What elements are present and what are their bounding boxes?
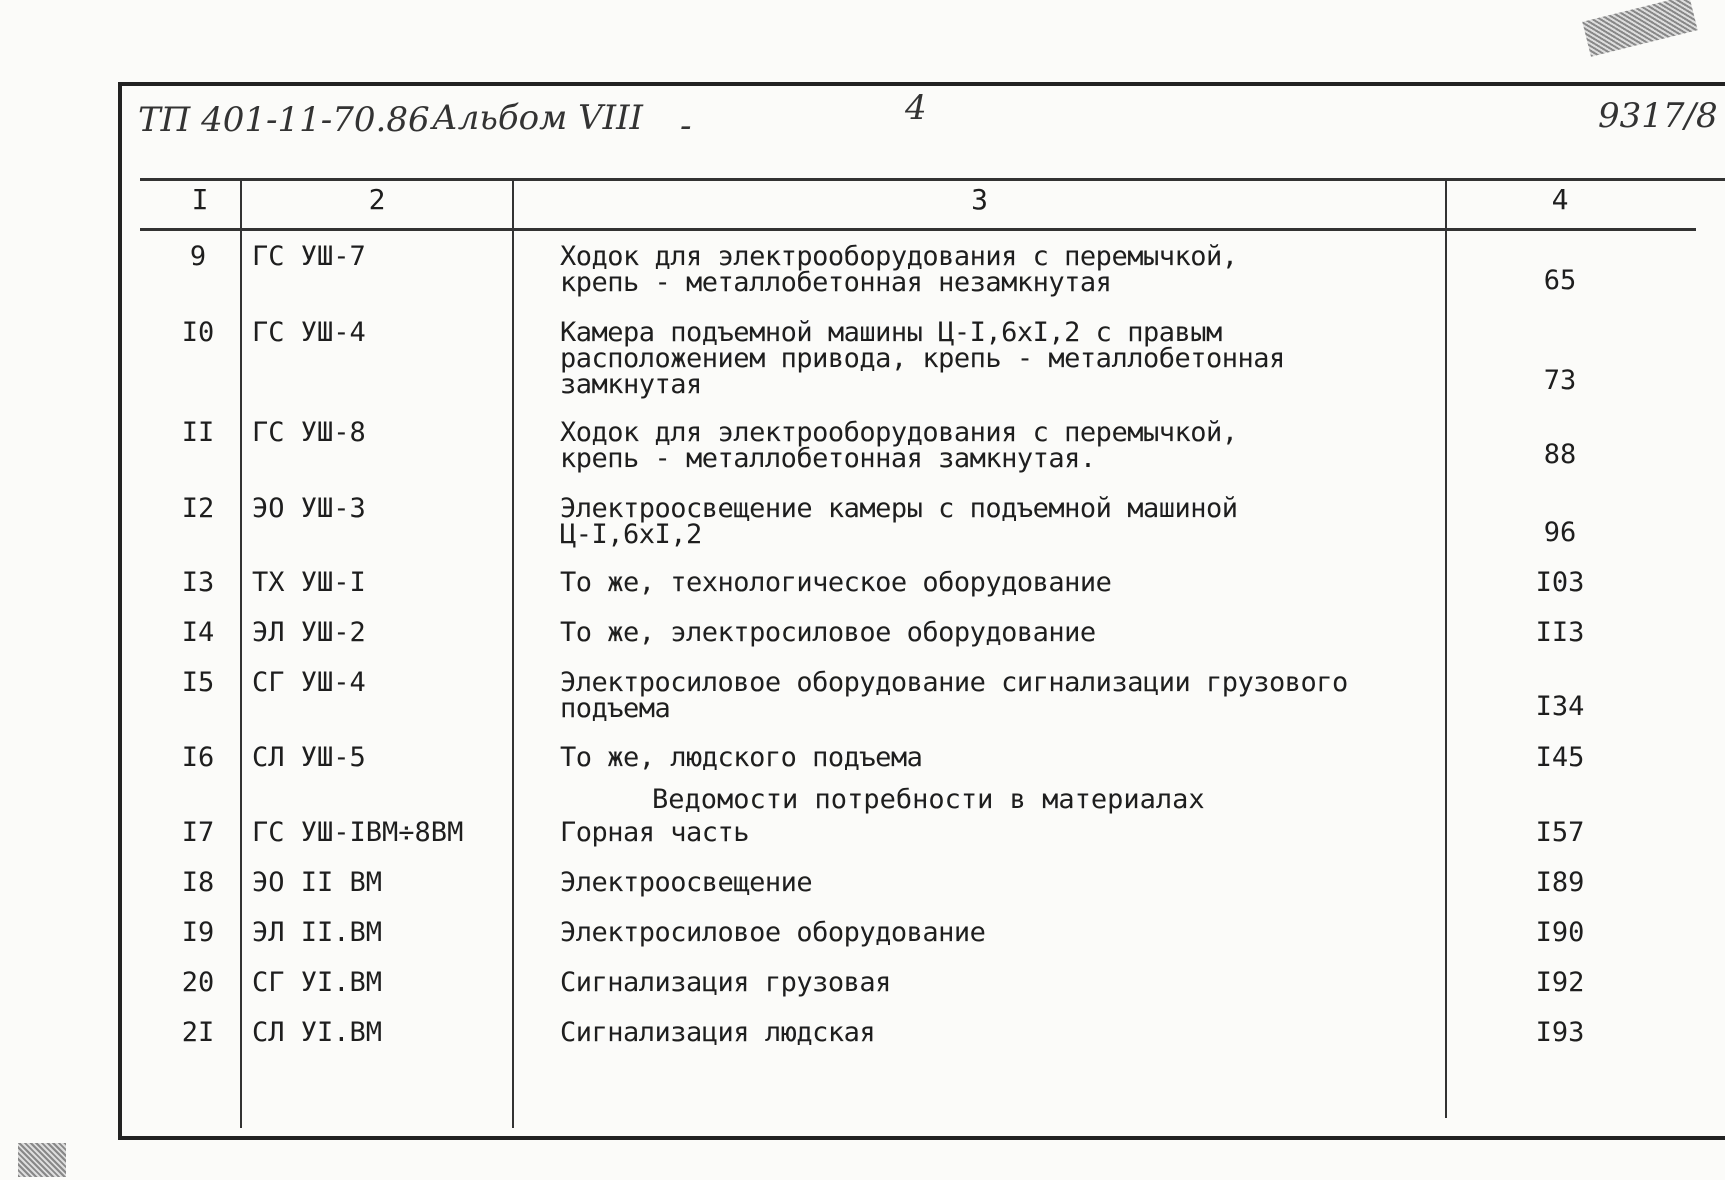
row-number: I3 [181, 567, 215, 598]
row-page: I92 [1535, 967, 1585, 998]
row-number: I8 [181, 867, 215, 898]
row-title: Камера подъемной машины Ц-I,6хI,2 с правым расположением привода, крепь - металлобетонная замкнутая [560, 317, 1285, 400]
row-title: Ходок для электрооборудования с перемычкой, крепь - металлобетонная замкнутая. [560, 417, 1238, 474]
row-page: II3 [1535, 617, 1585, 648]
doc-code: ТП 401-11-70.86 [138, 100, 430, 140]
row-page: I90 [1535, 917, 1585, 948]
page-number: 4 [905, 88, 927, 128]
row-code: ГС УШ-8 [252, 417, 366, 448]
column-divider-1 [240, 180, 242, 1128]
section-heading: Ведомости потребности в материалах [652, 784, 1205, 815]
row-number: I4 [181, 617, 215, 648]
row-code: ГС УШ-IВМ÷8ВМ [252, 817, 464, 848]
header-rule [140, 178, 1725, 181]
row-number: I9 [181, 917, 215, 948]
row-code: ГС УШ-4 [252, 317, 366, 348]
row-code: СГ УI.ВМ [252, 967, 383, 998]
row-title: Электросиловое оборудование [560, 917, 986, 948]
row-title: Ходок для электрооборудования с перемычкой, крепь - металлобетонная незамкнутая [560, 241, 1238, 298]
row-code: ЭЛ УШ-2 [252, 617, 366, 648]
column-header-2: 2 [368, 183, 386, 216]
column-divider-2 [512, 180, 514, 1128]
row-page: I03 [1535, 567, 1585, 598]
row-code: ЭО УШ-3 [252, 493, 366, 524]
row-title: Электросиловое оборудование сигнализации грузового подъема [560, 667, 1348, 724]
row-code: СЛ УI.ВМ [252, 1017, 383, 1048]
row-title: Электроосвещение камеры с подъемной машиной Ц-I,6хI,2 [560, 493, 1238, 550]
row-number: I2 [181, 493, 215, 524]
row-number: I6 [181, 742, 215, 773]
column-header-1: I [191, 183, 209, 216]
row-page: 88 [1543, 439, 1577, 470]
row-number: I0 [181, 317, 215, 348]
row-title: Электроосвещение [560, 867, 813, 898]
row-number: I5 [181, 667, 215, 698]
row-code: СЛ УШ-5 [252, 742, 366, 773]
inventory-number: 9317/8 [1598, 96, 1718, 136]
row-page: I89 [1535, 867, 1585, 898]
column-header-3: 3 [971, 183, 988, 216]
row-page: 96 [1543, 517, 1577, 548]
row-page: 65 [1543, 265, 1577, 296]
row-code: СГ УШ-4 [252, 667, 366, 698]
column-header-4: 4 [1551, 183, 1569, 216]
row-code: ЭЛ II.ВМ [252, 917, 383, 948]
row-page: 73 [1543, 365, 1577, 396]
album-label: Альбом VIII [432, 98, 643, 138]
row-title: Сигнализация людская [560, 1017, 876, 1048]
column-divider-3 [1445, 180, 1447, 1118]
row-page: I93 [1535, 1017, 1585, 1048]
row-number: 2I [181, 1017, 215, 1048]
row-number: I7 [181, 817, 215, 848]
row-code: ТХ УШ-I [252, 567, 366, 598]
row-title: То же, технологическое оборудование [560, 567, 1112, 598]
row-number: 9 [189, 241, 207, 272]
scan-artifact-top-right [1582, 0, 1697, 57]
scan-artifact-bottom-left [18, 1143, 66, 1177]
row-number: 20 [181, 967, 215, 998]
row-code: ГС УШ-7 [252, 241, 366, 272]
row-number: II [181, 417, 215, 448]
row-title: Сигнализация грузовая [560, 967, 891, 998]
row-page: I45 [1535, 742, 1585, 773]
header-dash: - [680, 106, 692, 146]
row-page: I57 [1535, 817, 1585, 848]
row-title: То же, людского подъема [560, 742, 923, 773]
row-title: То же, электросиловое оборудование [560, 617, 1096, 648]
row-code: ЭО II ВМ [252, 867, 383, 898]
column-header-rule [140, 228, 1696, 231]
row-page: I34 [1535, 691, 1585, 722]
row-title: Горная часть [560, 817, 750, 848]
